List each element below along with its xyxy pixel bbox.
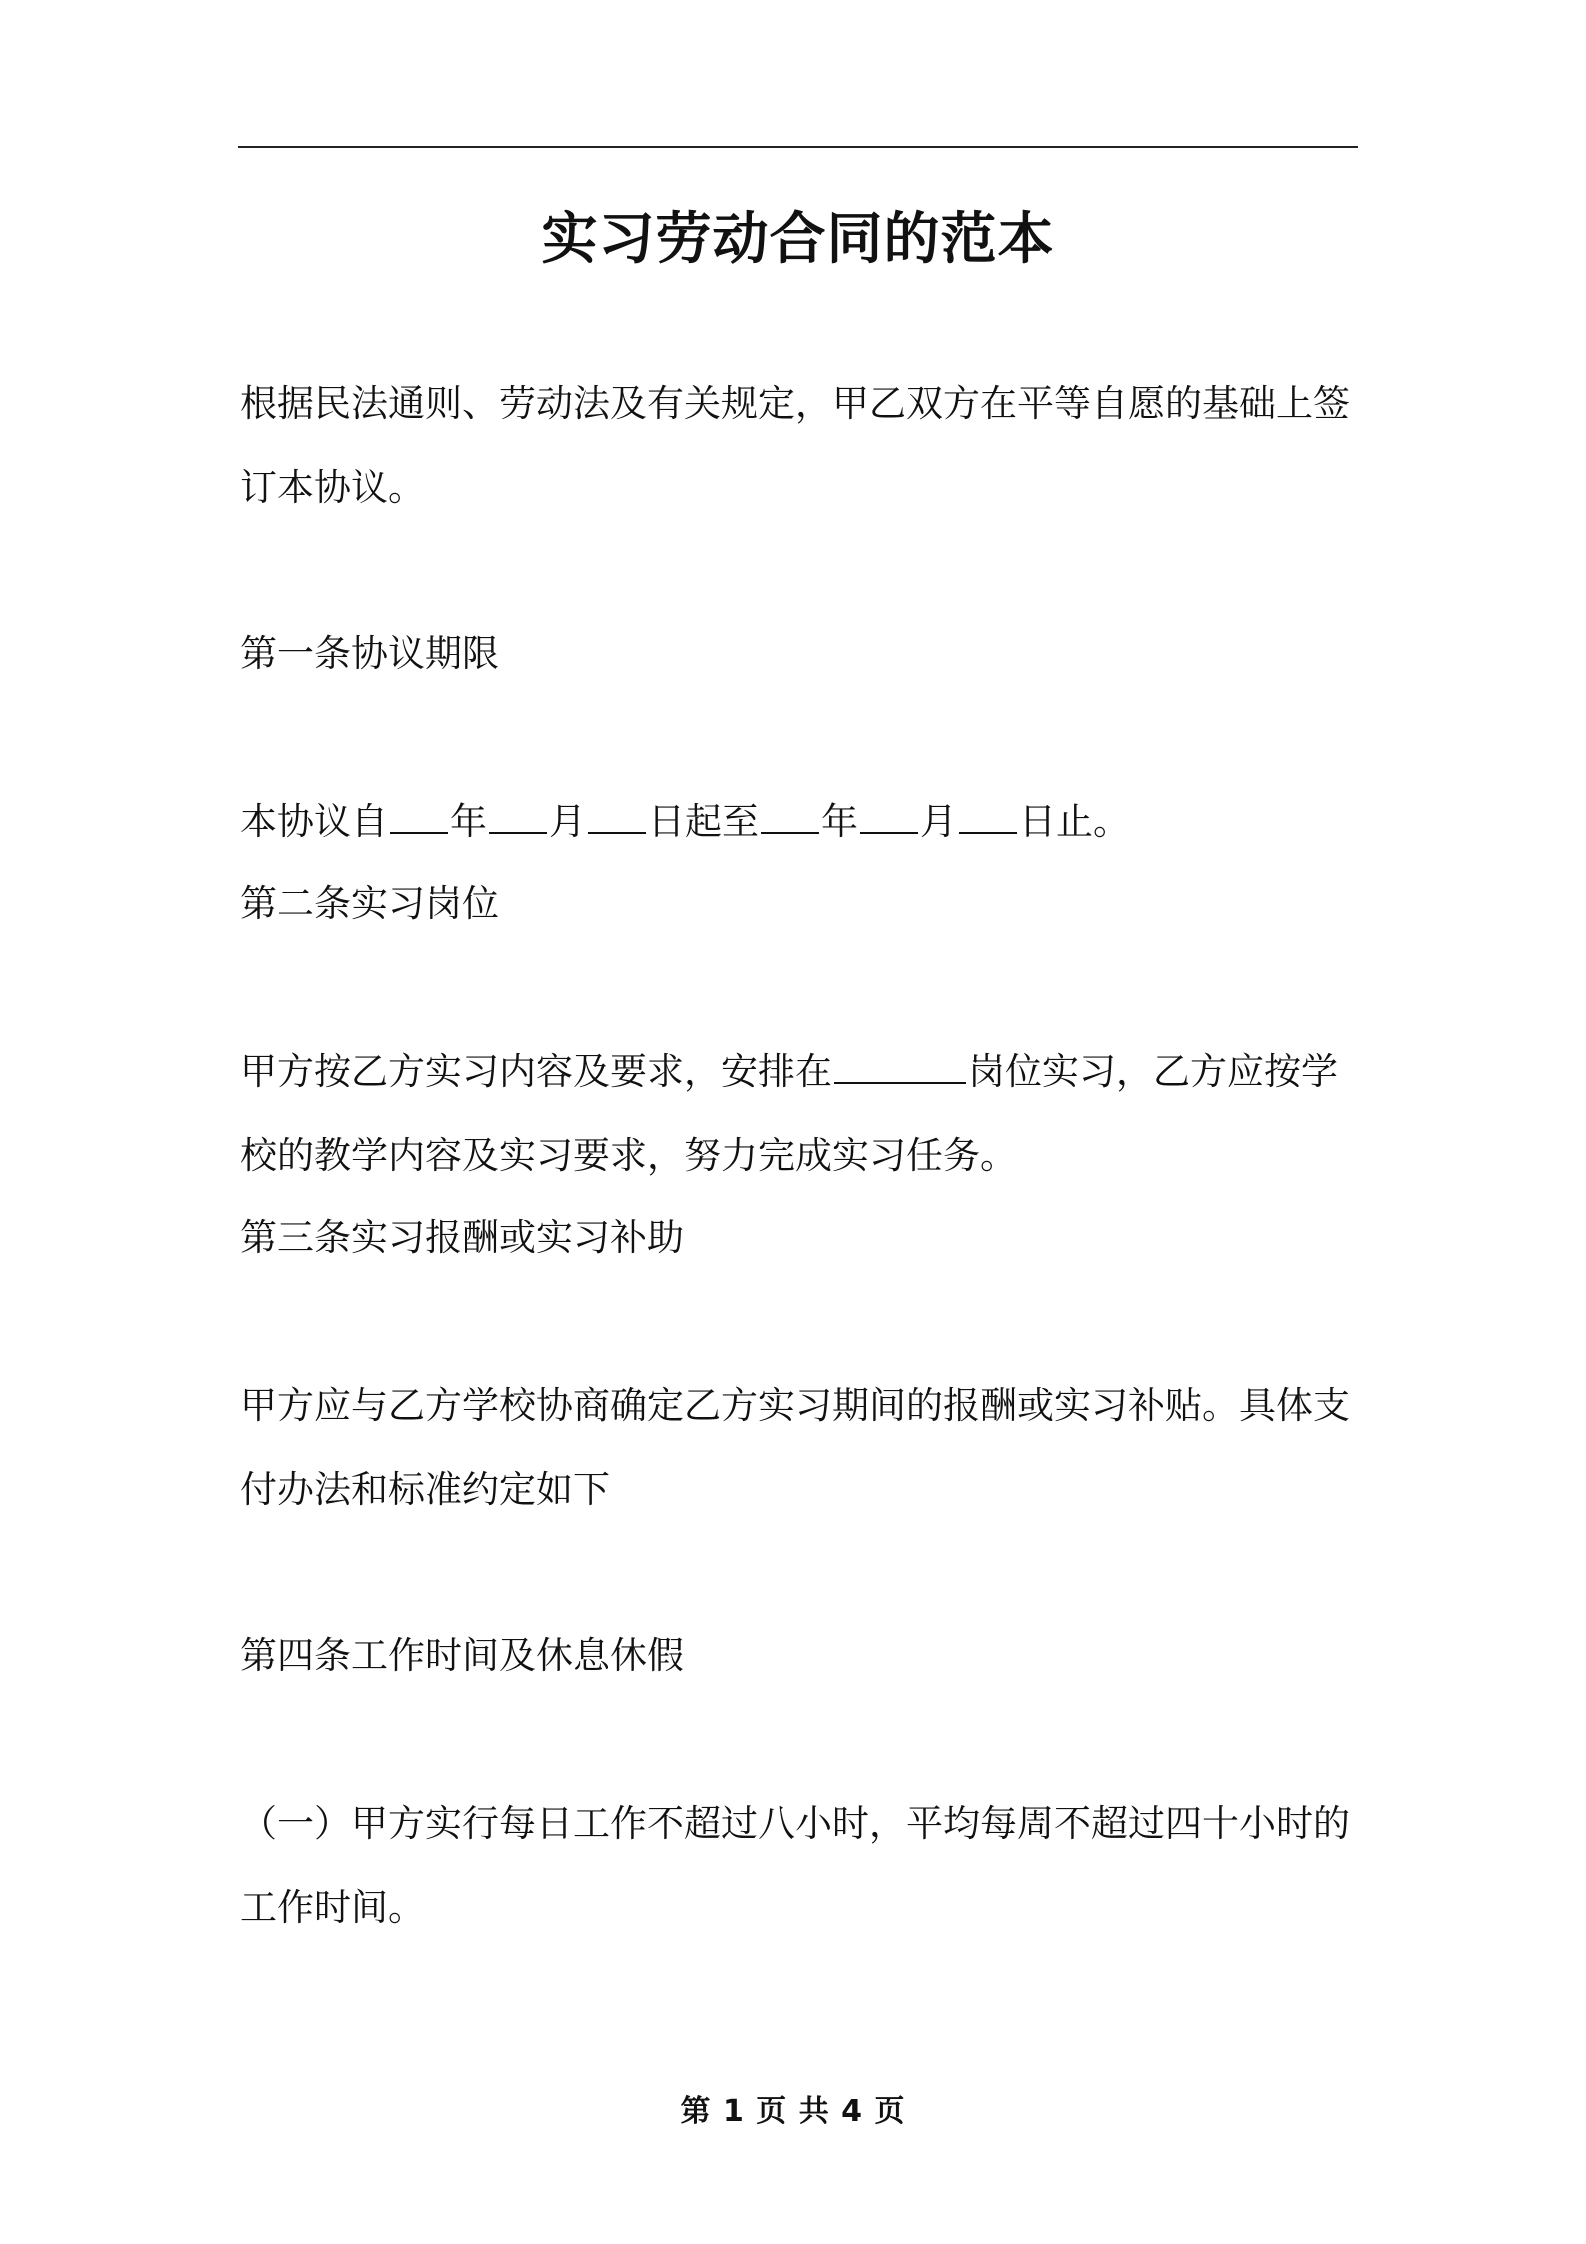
article-1-text-part: 月	[920, 800, 957, 843]
header-rule	[238, 146, 1358, 148]
article-1-text-part: 日止。	[1019, 800, 1130, 843]
article-3-line-2: 付办法和标准约定如下	[240, 1468, 610, 1511]
page-number-footer: 第 1 页 共 4 页	[680, 2094, 906, 2129]
blank-underline	[489, 802, 547, 834]
article-2-heading: 第二条实习岗位	[240, 882, 499, 925]
blank-underline	[588, 802, 646, 834]
article-3-heading: 第三条实习报酬或实习补助	[240, 1216, 684, 1259]
blank-underline	[761, 802, 819, 834]
article-1-text	[240, 780, 1360, 864]
blank-underline	[390, 802, 448, 834]
article-1-text-part: 月	[549, 800, 586, 843]
article-1-text-part: 日起至	[648, 800, 759, 843]
intro-line-1: 根据民法通则、劳动法及有关规定，甲乙双方在平等自愿的基础上签	[240, 382, 1350, 425]
intro-line-2: 订本协议。	[240, 466, 425, 509]
blank-underline	[834, 1052, 966, 1084]
blank-underline	[860, 802, 918, 834]
article-3-line-1: 甲方应与乙方学校协商确定乙方实习期间的报酬或实习补贴。具体支	[240, 1384, 1350, 1427]
article-2-text-part: 甲方按乙方实习内容及要求，安排在	[240, 1050, 832, 1093]
article-1-text-part: 年	[821, 800, 858, 843]
blank-underline	[959, 802, 1017, 834]
article-4-item-1-line-1: （一）甲方实行每日工作不超过八小时，平均每周不超过四十小时的	[240, 1802, 1350, 1845]
article-2-line-1	[240, 1030, 1360, 1114]
article-2-text-part: 岗位实习，乙方应按学	[968, 1050, 1338, 1093]
article-2-line-2: 校的教学内容及实习要求，努力完成实习任务。	[240, 1134, 1017, 1177]
article-4-heading: 第四条工作时间及休息休假	[240, 1634, 684, 1677]
article-4-item-1-line-2: 工作时间。	[240, 1886, 425, 1929]
article-1-heading: 第一条协议期限	[240, 632, 499, 675]
document-title: 实习劳动合同的范本	[541, 207, 1055, 272]
article-1-text-part: 本协议自	[240, 800, 388, 843]
article-1-text-part: 年	[450, 800, 487, 843]
